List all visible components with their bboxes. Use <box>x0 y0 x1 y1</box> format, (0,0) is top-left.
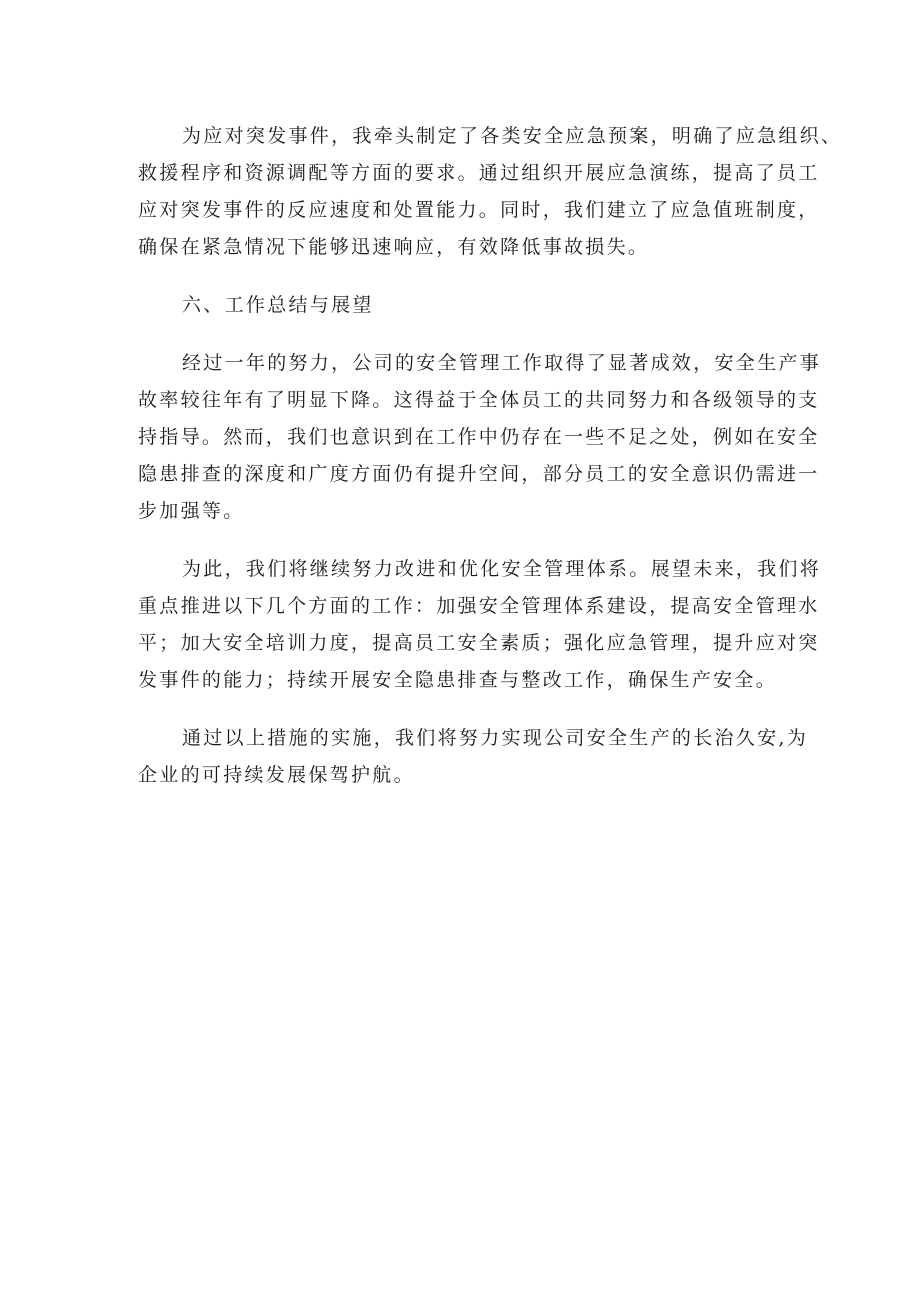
paragraph-line: 隐患排查的深度和广度方面仍有提升空间，部分员工的安全意识仍需进一 <box>138 463 820 485</box>
paragraph-line: 为此，我们将继续努力改进和优化安全管理体系。展望未来，我们将 <box>182 558 822 580</box>
paragraph-line: 发事件的能力；持续开展安全隐患排查与整改工作，确保生产安全。 <box>138 669 778 691</box>
paragraph-emergency-plans <box>138 118 843 266</box>
document-body <box>138 118 843 815</box>
paragraph-line: 为应对突发事件，我牵头制定了各类安全应急预案，明确了应急组织、 <box>182 125 843 147</box>
section-heading <box>138 287 798 324</box>
paragraph-line: 应对突发事件的反应速度和处置能力。同时，我们建立了应急值班制度， <box>138 199 820 221</box>
paragraph-line: 步加强等。 <box>138 500 245 522</box>
paragraph-summary <box>138 345 822 530</box>
paragraph-line: 平；加大安全培训力度，提高员工安全素质；强化应急管理，提升应对突 <box>138 632 820 654</box>
paragraph-line: 持指导。然而，我们也意识到在工作中仍存在一些不足之处，例如在安全 <box>138 426 820 448</box>
paragraph-conclusion <box>138 720 809 794</box>
paragraph-line: 通过以上措施的实施，我们将努力实现公司安全生产的长治久安,为 <box>182 727 809 749</box>
paragraph-line: 救援程序和资源调配等方面的要求。通过组织开展应急演练，提高了员工 <box>138 162 820 184</box>
paragraph-line: 经过一年的努力，公司的安全管理工作取得了显著成效，安全生产事 <box>182 352 822 374</box>
section-heading-text: 六、工作总结与展望 <box>182 294 374 316</box>
paragraph-outlook <box>138 551 822 699</box>
paragraph-line: 故率较往年有了明显下降。这得益于全体员工的共同努力和各级领导的支 <box>138 389 820 411</box>
paragraph-line: 确保在紧急情况下能够迅速响应，有效降低事故损失。 <box>138 236 650 258</box>
paragraph-line: 企业的可持续发展保驾护航。 <box>138 764 415 786</box>
paragraph-line: 重点推进以下几个方面的工作：加强安全管理体系建设，提高安全管理水 <box>138 595 820 617</box>
